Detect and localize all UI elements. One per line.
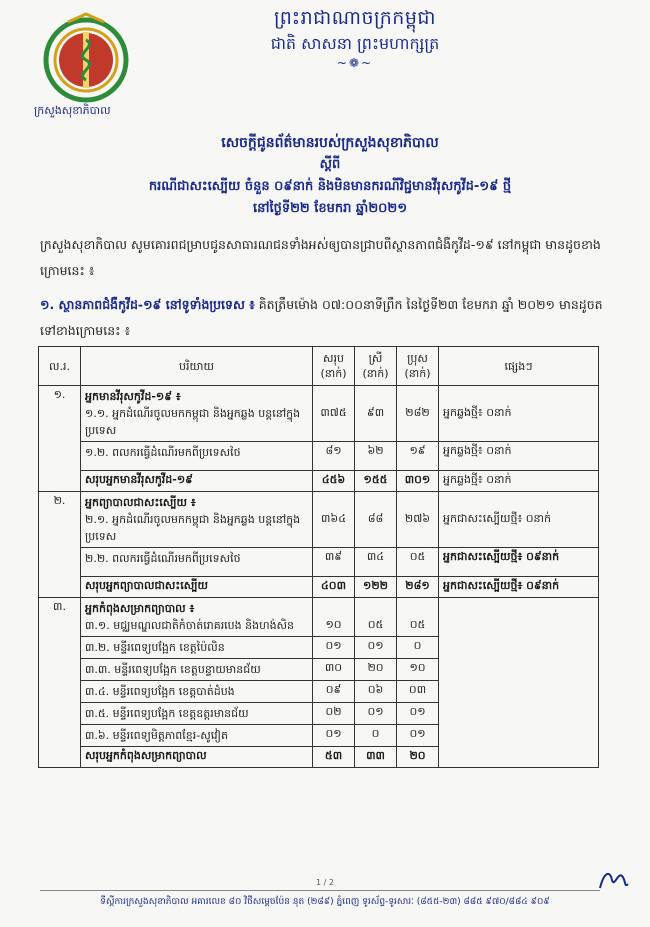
cell-male: ១៩ [397, 442, 439, 471]
cell-male: ០៣ [397, 681, 439, 703]
cell-male: ០៥ [397, 548, 439, 577]
row-label: ១.១. អ្នកដំណើរចូលមកកម្ពុជា និងអ្នកឆ្លង បន្តនៅក្នុងប្រទេស [85, 407, 301, 437]
cell-male: ០១ [397, 703, 439, 725]
cell-total: ៨១ [313, 442, 355, 471]
covid-status-table [38, 346, 599, 768]
title-line-4: នៅថ្ងៃទី២២ ខែមករា ឆ្នាំ២០២១ [252, 201, 408, 216]
cell-note: អ្នកឆ្លងថ្មី៖ ០នាក់ [439, 386, 599, 442]
cell-female: ០១ [355, 703, 397, 725]
document-title [60, 132, 600, 220]
cell-note: អ្នកជាសះស្បើយថ្មី៖ ០នាក់ [439, 492, 599, 548]
cell-male: ១០ [397, 659, 439, 681]
title-line-1: សេចក្តីជូនព័ត៌មានរបស់ក្រសួងសុខាភិបាល [221, 135, 439, 151]
table-header-row [39, 347, 599, 386]
sum-label: សរុបអ្នកកំពុងសម្រាកព្យាបាល [81, 747, 313, 768]
signature-mark [596, 866, 632, 894]
table-sum-row [39, 471, 599, 492]
group-number: ២. [39, 492, 81, 598]
header-female: ស្រី (នាក់) [355, 347, 397, 386]
group-title: អ្នកព្យាបាលជាសះស្បើយ ៖ [85, 496, 196, 509]
cell-note: អ្នកជាសះស្បើយថ្មី៖ ០៩នាក់ [439, 548, 599, 577]
group-number: ១. [39, 386, 81, 492]
row-label: ៣.២. មន្ទីរពេទ្យបង្អែក ខេត្តប៉ៃលិន [81, 637, 313, 659]
cell-total: ០៩ [313, 681, 355, 703]
row-label: ៣.៥. មន្ទីរពេទ្យបង្អែក ខេត្តឧត្តរមានជ័យ [81, 703, 313, 725]
cell-total: ៣០ [313, 659, 355, 681]
cell-total: ០១ [313, 725, 355, 747]
cell-female: ០៥ [355, 598, 397, 637]
kingdom-heading: ព្រះរាជាណាចក្រកម្ពុជា [274, 7, 436, 29]
cell-female: ៨៨ [355, 492, 397, 548]
table-row [39, 442, 599, 471]
cell-male: ២៨២ [397, 386, 439, 442]
sum-label: សរុបអ្នកមានវីរុសកូវីដ-១៩ [81, 471, 313, 492]
ministry-label: ក្រសួងសុខាភិបាល [34, 104, 111, 117]
cell-female: ០១ [355, 637, 397, 659]
sum-female: ៣៣ [355, 747, 397, 768]
sum-note: អ្នកជាសះស្បើយថ្មី៖ ០៩នាក់ [439, 577, 599, 598]
group-title: អ្នកមានវីរុសកូវីដ-១៩ ៖ [85, 390, 181, 403]
group-title: អ្នកកំពុងសម្រាកព្យាបាល ៖ [85, 602, 195, 615]
section-title: ១. ស្ថានភាពជំងឺកូវីដ-១៩ នៅទូទាំងប្រទេស ៖ [40, 297, 255, 312]
title-line-2: ស្តីពី [319, 157, 341, 172]
cell-male: ០ [397, 637, 439, 659]
table-sum-row [39, 577, 599, 598]
sum-note: អ្នកឆ្លងថ្មី៖ ០នាក់ [439, 471, 599, 492]
cell-total: ៣៧៥ [313, 386, 355, 442]
table-row [39, 548, 599, 577]
row-label: ១.២. ពលករធ្វើដំណើរមកពីប្រទេសថៃ [81, 442, 313, 471]
ministry-logo [38, 10, 134, 106]
row-desc [81, 492, 313, 548]
table-row [39, 598, 599, 637]
cell-female: ៦២ [355, 442, 397, 471]
page-number: 1 / 2 [316, 878, 334, 887]
cell-male: ០៥ [397, 598, 439, 637]
cell-female: ៩៣ [355, 386, 397, 442]
row-desc [81, 386, 313, 442]
intro-paragraph: ក្រសួងសុខាភិបាល សូមគោរពជម្រាបជូនសាធារណជនទាំងអស់ឲ្យបានជ្រាបពីស្ថានភាពជំងឺកូវីដ-១៩ នៅកម្ពុជា មានដូចខាងក្រោមនេះ ៖ [40, 237, 601, 278]
section-heading [40, 292, 610, 344]
sum-total: ៤០៣ [313, 577, 355, 598]
footer-address: ទីស្តីការក្រសួងសុខាភិបាល អគារលេខ ៨០ វិថីសម្តេចប៉ែន នុត (២៨៩) ភ្នំពេញ ទូរស័ព្ទ-ទូរសារៈ (៨៥៥-២៣) ៨៨៥ ៩៧០/៨៨៤ ៩០៩ [100, 897, 550, 907]
cell-total: ៣៦៤ [313, 492, 355, 548]
sum-male: ៣០១ [397, 471, 439, 492]
sum-total: ៤៥៦ [313, 471, 355, 492]
footer-divider [40, 890, 600, 891]
row-label: ២.២. ពលករធ្វើដំណើរមកពីប្រទេសថៃ [81, 548, 313, 577]
cell-total: ០១ [313, 637, 355, 659]
national-motto: ជាតិ សាសនា ព្រះមហាក្សត្រ [270, 34, 440, 53]
title-line-3: ករណីជាសះស្បើយ ចំនួន ០៩នាក់ និងមិនមានករណីវិជ្ជមានវីរុសកូវីដ-១៩ ថ្មី [148, 179, 512, 194]
sum-total: ៥៣ [313, 747, 355, 768]
cell-female: ០៦ [355, 681, 397, 703]
cell-total: ១០ [313, 598, 355, 637]
header-total: សរុប (នាក់) [313, 347, 355, 386]
cell-total: ០២ [313, 703, 355, 725]
cell-note: អ្នកឆ្លងថ្មី៖ ០នាក់ [439, 442, 599, 471]
table-row [39, 386, 599, 442]
header-note: ផ្សេងៗ [439, 347, 599, 386]
header-male: ប្រុស (នាក់) [397, 347, 439, 386]
cell-male: ០១ [397, 725, 439, 747]
sum-male: ២៨១ [397, 577, 439, 598]
table-row [39, 492, 599, 548]
row-label: ២.១. អ្នកដំណើរចូលមកកម្ពុជា និងអ្នកឆ្លង បន្តនៅក្នុងប្រទេស [85, 513, 301, 543]
cell-female: ២០ [355, 659, 397, 681]
row-label: ៣.១. មជ្ឈមណ្ឌលជាតិកំចាត់រោគរបេង និងហង់សិន [85, 619, 295, 632]
sum-female: ១៥៥ [355, 471, 397, 492]
sum-male: ២០ [397, 747, 439, 768]
row-desc [81, 598, 313, 637]
group-number: ៣. [39, 598, 81, 768]
cell-total: ៣៩ [313, 548, 355, 577]
row-label: ៣.៦. មន្ទីរពេទ្យមិត្តភាពខ្មែរ-សូវៀត [81, 725, 313, 747]
sum-label: សរុបអ្នកព្យាបាលជាសះស្បើយ [81, 577, 313, 598]
row-label: ៣.៤. មន្ទីរពេទ្យបង្អែក ខេត្តបាត់ដំបង [81, 681, 313, 703]
section-text: គិតត្រឹមម៉ោង ០៧:០០នាទីព្រឹក នៃថ្ងៃទី២៣ ខែមករា ឆ្នាំ ២០២១ មានដូចតទៅខាងក្រោមនេះ ៖ [40, 297, 603, 338]
header-desc: បរិយាយ [81, 347, 313, 386]
cell-female: ៣៤ [355, 548, 397, 577]
cell-female: ០ [355, 725, 397, 747]
row-label: ៣.៣. មន្ទីរពេទ្យបង្អែក ខេត្តបន្ទាយមានជ័យ [81, 659, 313, 681]
sum-female: ១២២ [355, 577, 397, 598]
cell-male: ២៧៦ [397, 492, 439, 548]
ornament-divider: ~❁~ [336, 56, 374, 70]
header-no: ល.រ. [39, 347, 81, 386]
cell-note-empty [439, 598, 599, 768]
